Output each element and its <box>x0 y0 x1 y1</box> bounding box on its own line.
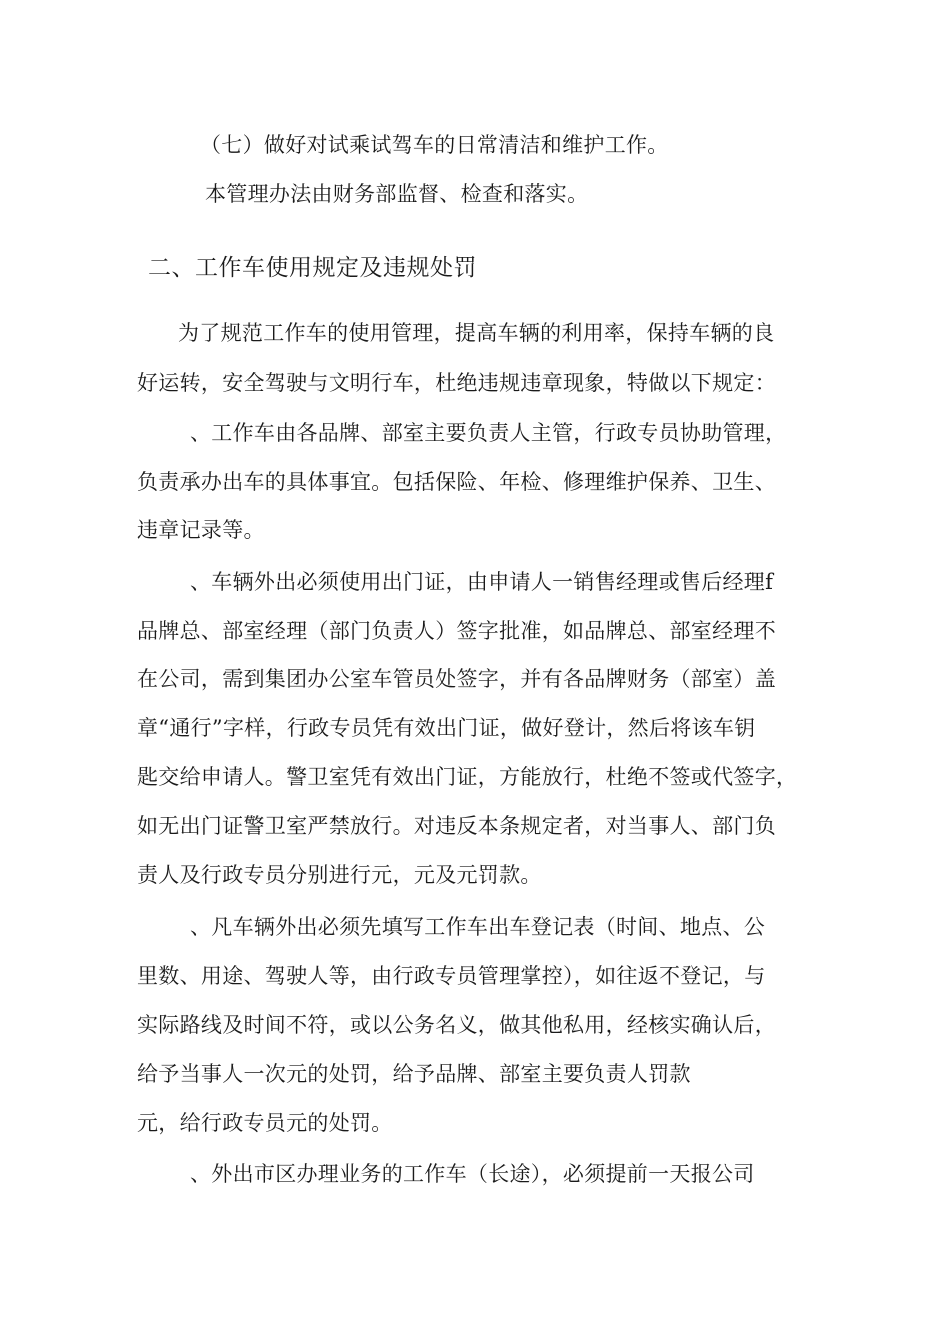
paragraph-line: 、凡车辆外出必须先填写工作车出车登记表（时间、地点、公 <box>190 915 766 939</box>
paragraph-line: 元，给行政专员元的处罚。 <box>137 1111 393 1135</box>
paragraph-line: 为了规范工作车的使用管理，提高车辆的利用率，保持车辆的良 <box>178 321 775 345</box>
paragraph-line: 实际路线及时间不符，或以公务名义，做其他私用，经核实确认后， <box>137 1013 776 1037</box>
paragraph-line: 违章记录等。 <box>137 518 265 542</box>
paragraph-line: （七）做好对试乘试驾车的日常清洁和维护工作。 <box>200 133 669 157</box>
paragraph-line: 里数、用途、驾驶人等，由行政专员管理掌控），如往返不登记，与 <box>137 964 766 988</box>
section-heading: 二、工作车使用规定及违规处罚 <box>148 255 477 281</box>
paragraph-line: 如无出门证警卫室严禁放行。对违反本条规定者，对当事人、部门负 <box>137 814 776 838</box>
paragraph-line: 匙交给申请人。警卫室凭有效出门证，方能放行，杜绝不签或代签字， <box>137 765 798 789</box>
paragraph-line: 责人及行政专员分别进行元，元及元罚款。 <box>137 863 542 887</box>
paragraph-line: 、工作车由各品牌、部室主要负责人主管，行政专员协助管理， <box>190 421 787 445</box>
paragraph-line: 、外出市区办理业务的工作车（长途），必须提前一天报公司 <box>190 1162 755 1186</box>
paragraph-line: 在公司，需到集团办公室车管员处签字，并有各品牌财务（部室）盖 <box>137 667 776 691</box>
paragraph-line: 品牌总、部室经理（部门负责人）签字批准，如品牌总、部室经理不 <box>137 619 776 643</box>
paragraph-line: 本管理办法由财务部监督、检查和落实。 <box>205 182 589 206</box>
paragraph-line: 章“通行”字样，行政专员凭有效出门证，做好登计，然后将该车钥 <box>137 716 756 740</box>
paragraph-line: 给予当事人一次元的处罚，给予品牌、部室主要负责人罚款 <box>137 1062 691 1086</box>
paragraph-line: 、车辆外出必须使用出门证，由申请人一销售经理或售后经理f <box>190 570 774 594</box>
paragraph-line: 好运转，安全驾驶与文明行车，杜绝违规违章现象，特做以下规定： <box>137 371 776 395</box>
paragraph-line: 负责承办出车的具体事宜。包括保险、年检、修理维护保养、卫生、 <box>137 470 776 494</box>
